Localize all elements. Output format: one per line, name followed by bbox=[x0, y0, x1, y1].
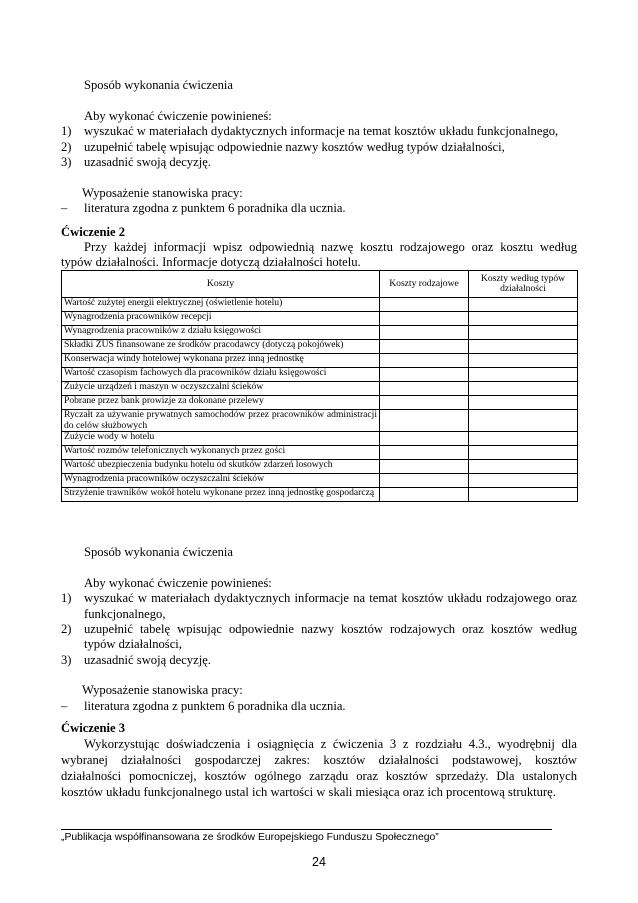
table-row bbox=[62, 368, 578, 382]
cost-item: Zużycie wody w hotelu bbox=[62, 432, 380, 446]
cost-type-cell[interactable] bbox=[380, 326, 469, 340]
cost-type-cell[interactable] bbox=[380, 474, 469, 488]
method-heading-2: Sposób wykonania ćwiczenia bbox=[84, 545, 233, 559]
step-text: uzupełnić tabelę wpisując odpowiednie nazwy kosztów rodzajowych oraz kosztów według bbox=[84, 622, 577, 636]
equipment-heading-2: Wyposażenie stanowiska pracy: bbox=[82, 683, 243, 697]
exercise-2-instruction-line1: Przy każdej informacji wpisz odpowiednią nazwę kosztu rodzajowego oraz kosztu według bbox=[84, 240, 577, 254]
activity-type-cell[interactable] bbox=[469, 432, 578, 446]
cost-type-cell[interactable] bbox=[380, 298, 469, 312]
activity-type-cell[interactable] bbox=[469, 382, 578, 396]
cost-item: Ryczałt za używanie prywatnych samochodów przez pracowników administracji do celów służbowych bbox=[62, 410, 380, 432]
equipment-dash: – bbox=[61, 699, 68, 713]
table-row bbox=[62, 326, 578, 340]
exercise-2-title: Ćwiczenie 2 bbox=[61, 225, 125, 239]
step-number: 2) bbox=[61, 622, 72, 636]
cost-type-cell[interactable] bbox=[380, 432, 469, 446]
step-text: uzasadnić swoją decyzję. bbox=[84, 155, 211, 169]
activity-type-cell[interactable] bbox=[469, 298, 578, 312]
table-header-row bbox=[62, 271, 578, 298]
footer-text: „Publikacja współfinansowana ze środków Europejskiego Funduszu Społecznego” bbox=[61, 832, 439, 843]
activity-type-cell[interactable] bbox=[469, 396, 578, 410]
header-koszty-typy: Koszty według typów działalności bbox=[469, 271, 578, 298]
step-text: uzupełnić tabelę wpisując odpowiednie nazwy kosztów według typów działalności, bbox=[84, 140, 505, 154]
cost-item: Strzyżenie trawników wokół hotelu wykonane przez inną jednostkę gospodarczą bbox=[62, 488, 380, 502]
cost-type-cell[interactable] bbox=[380, 312, 469, 326]
cost-item: Wartość ubezpieczenia budynku hotelu od skutków zdarzeń losowych bbox=[62, 460, 380, 474]
step-number: 2) bbox=[61, 140, 72, 154]
header-koszty-rodzajowe: Koszty rodzajowe bbox=[380, 271, 469, 298]
step-text: wyszukać w materiałach dydaktycznych informacje na temat kosztów układu funkcjonalnego, bbox=[84, 124, 559, 138]
table-row bbox=[62, 446, 578, 460]
step-text: uzasadnić swoją decyzję. bbox=[84, 653, 211, 667]
cost-item: Składki ZUS finansowane ze środków pracodawcy (dotyczą pokojówek) bbox=[62, 340, 380, 354]
cost-type-cell[interactable] bbox=[380, 396, 469, 410]
cost-item: Wynagrodzenia pracowników recepcji bbox=[62, 312, 380, 326]
exercise-3-line2: wybranej działalności gospodarczej zakres: kosztów działalności podstawowej, kosztów bbox=[61, 753, 577, 767]
step-text-continued: typów działalności, bbox=[84, 637, 182, 651]
exercise-3-line4: kosztów układu funkcjonalnego ustal ich wartości w skali miesiąca oraz ich procentową strukturę. bbox=[61, 785, 556, 799]
table-row bbox=[62, 432, 578, 446]
activity-type-cell[interactable] bbox=[469, 488, 578, 502]
cost-type-cell[interactable] bbox=[380, 340, 469, 354]
activity-type-cell[interactable] bbox=[469, 326, 578, 340]
cost-type-cell[interactable] bbox=[380, 488, 469, 502]
table-row bbox=[62, 340, 578, 354]
activity-type-cell[interactable] bbox=[469, 446, 578, 460]
step-number: 3) bbox=[61, 653, 72, 667]
activity-type-cell[interactable] bbox=[469, 410, 578, 432]
equipment-dash: – bbox=[61, 201, 68, 215]
table-row bbox=[62, 396, 578, 410]
step-text-continued: funkcjonalnego, bbox=[84, 607, 166, 621]
cost-item: Wartość czasopism fachowych dla pracowników działu księgowości bbox=[62, 368, 380, 382]
cost-type-cell[interactable] bbox=[380, 410, 469, 432]
table-row bbox=[62, 410, 578, 432]
cost-type-cell[interactable] bbox=[380, 460, 469, 474]
step-number: 1) bbox=[61, 591, 72, 605]
exercise-3-line1: Wykorzystując doświadczenia i osiągnięcia z ćwiczenia 3 z rozdziału 4.3., wyodrębnij dla bbox=[84, 737, 577, 751]
cost-item: Wartość zużytej energii elektrycznej (oświetlenie hotelu) bbox=[62, 298, 380, 312]
footer-divider bbox=[61, 829, 552, 830]
intro-1: Aby wykonać ćwiczenie powinieneś: bbox=[84, 109, 272, 123]
equipment-item-2: literatura zgodna z punktem 6 poradnika dla ucznia. bbox=[84, 699, 346, 713]
table-row bbox=[62, 460, 578, 474]
activity-type-cell[interactable] bbox=[469, 474, 578, 488]
exercise-3-title: Ćwiczenie 3 bbox=[61, 721, 125, 735]
page-number: 24 bbox=[312, 855, 326, 869]
activity-type-cell[interactable] bbox=[469, 340, 578, 354]
table-row bbox=[62, 382, 578, 396]
intro-2: Aby wykonać ćwiczenie powinieneś: bbox=[84, 576, 272, 590]
cost-item: Pobrane przez bank prowizje za dokonane przelewy bbox=[62, 396, 380, 410]
cost-type-cell[interactable] bbox=[380, 382, 469, 396]
exercise-3-line3: działalności pomocniczej, kosztów ogólnego zarządu oraz kosztów sprzedaży. Dla ustalonych bbox=[61, 769, 577, 783]
activity-type-cell[interactable] bbox=[469, 354, 578, 368]
activity-type-cell[interactable] bbox=[469, 368, 578, 382]
cost-item: Wartość rozmów telefonicznych wykonanych przez gości bbox=[62, 446, 380, 460]
activity-type-cell[interactable] bbox=[469, 312, 578, 326]
step-number: 1) bbox=[61, 124, 72, 138]
header-koszty: Koszty bbox=[62, 271, 380, 298]
cost-item: Zużycie urządzeń i maszyn w oczyszczalni ścieków bbox=[62, 382, 380, 396]
equipment-item-1: literatura zgodna z punktem 6 poradnika dla ucznia. bbox=[84, 201, 346, 215]
equipment-heading-1: Wyposażenie stanowiska pracy: bbox=[82, 186, 243, 200]
cost-type-cell[interactable] bbox=[380, 368, 469, 382]
method-heading-1: Sposób wykonania ćwiczenia bbox=[84, 78, 233, 92]
table-row bbox=[62, 298, 578, 312]
cost-type-cell[interactable] bbox=[380, 446, 469, 460]
table-row bbox=[62, 474, 578, 488]
cost-type-cell[interactable] bbox=[380, 354, 469, 368]
table-row bbox=[62, 354, 578, 368]
cost-item: Wynagrodzenia pracowników z działu księgowości bbox=[62, 326, 380, 340]
cost-item: Konserwacja windy hotelowej wykonana przez inną jednostkę bbox=[62, 354, 380, 368]
step-text: wyszukać w materiałach dydaktycznych informacje na temat kosztów układu rodzajowego oraz bbox=[84, 591, 577, 605]
table-row bbox=[62, 312, 578, 326]
activity-type-cell[interactable] bbox=[469, 460, 578, 474]
table-row bbox=[62, 488, 578, 502]
exercise-2-instruction-line2: typów działalności. Informacje dotyczą działalności hotelu. bbox=[61, 255, 361, 269]
cost-item: Wynagrodzenia pracowników oczyszczalni ścieków bbox=[62, 474, 380, 488]
step-number: 3) bbox=[61, 155, 72, 169]
costs-table bbox=[61, 270, 578, 502]
